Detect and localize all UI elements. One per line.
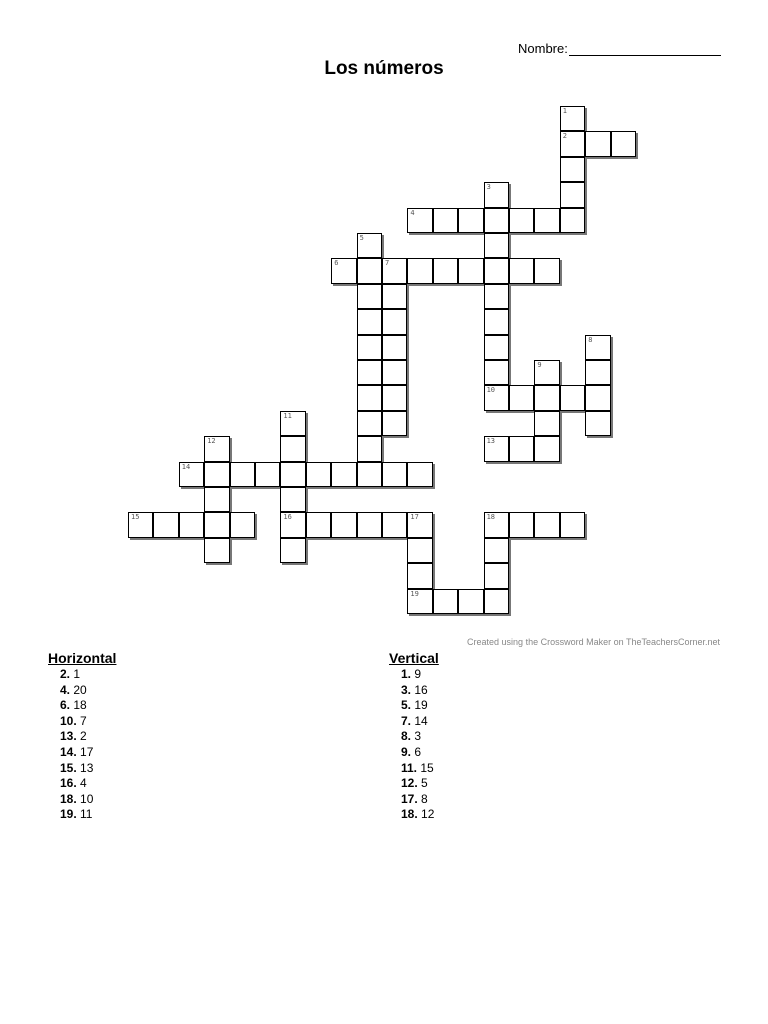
- clue-item: [389, 776, 439, 792]
- horizontal-clue-list: [48, 667, 116, 823]
- clue-text: 17: [76, 744, 94, 759]
- cell-number: 11: [283, 411, 292, 420]
- crossword-cell[interactable]: [204, 538, 229, 563]
- crossword-cell[interactable]: [585, 131, 610, 156]
- clue-text: 2: [76, 729, 87, 744]
- clue-text: 15: [417, 760, 434, 775]
- clue-number: 7.: [401, 713, 412, 728]
- crossword-cell[interactable]: [357, 360, 382, 385]
- clue-number: 18.: [60, 791, 77, 806]
- clue-item: [389, 714, 439, 730]
- clue-text: 19: [411, 698, 428, 713]
- clue-number: 6.: [60, 698, 71, 713]
- crossword-cell[interactable]: [382, 512, 407, 537]
- crossword-cell[interactable]: [357, 436, 382, 461]
- crossword-cell[interactable]: [484, 284, 509, 309]
- clue-text: 10: [76, 791, 94, 806]
- crossword-cell[interactable]: [484, 258, 509, 283]
- crossword-cell[interactable]: [407, 563, 432, 588]
- cell-number: 10: [486, 386, 496, 395]
- clue-text: 6: [411, 744, 422, 759]
- crossword-cell[interactable]: [331, 258, 356, 283]
- crossword-cell[interactable]: [585, 360, 610, 385]
- crossword-cell[interactable]: [534, 258, 559, 283]
- clue-number: 9.: [401, 744, 412, 759]
- crossword-cell[interactable]: [458, 208, 483, 233]
- crossword-cell[interactable]: [484, 385, 509, 410]
- clue-text: 11: [76, 807, 93, 822]
- crossword-cell[interactable]: [509, 385, 534, 410]
- crossword-cell[interactable]: [280, 411, 305, 436]
- cell-number: 17: [410, 513, 419, 522]
- cell-number: 16: [283, 513, 292, 522]
- clue-text: 1: [70, 667, 81, 681]
- clue-number: 16.: [60, 776, 77, 791]
- clue-item: [48, 792, 116, 808]
- crossword-cell[interactable]: [382, 462, 407, 487]
- clue-text: 9: [411, 667, 422, 681]
- clue-text: 12: [417, 807, 435, 822]
- cell-number: 18: [486, 513, 496, 522]
- crossword-cell[interactable]: [357, 233, 382, 258]
- credit-text: Created using the Crossword Maker on TheTeachersCorner.net: [467, 637, 720, 647]
- clue-text: 5: [417, 776, 428, 791]
- crossword-cell[interactable]: [509, 208, 534, 233]
- vertical-heading: Vertical: [389, 650, 439, 666]
- crossword-cell[interactable]: [611, 131, 636, 156]
- clue-number: 13.: [60, 729, 77, 744]
- crossword-cell[interactable]: [534, 208, 559, 233]
- crossword-cell[interactable]: [357, 411, 382, 436]
- clue-item: [389, 729, 439, 745]
- crossword-cell[interactable]: [560, 157, 585, 182]
- clue-number: 3.: [401, 682, 412, 697]
- clue-item: [48, 807, 116, 823]
- crossword-cell[interactable]: [433, 208, 458, 233]
- cell-number: 4: [410, 208, 415, 217]
- crossword-cell[interactable]: [585, 385, 610, 410]
- clue-number: 15.: [60, 760, 77, 775]
- crossword-cell[interactable]: [382, 411, 407, 436]
- clue-item: [389, 807, 439, 823]
- crossword-cell[interactable]: [331, 462, 356, 487]
- cell-number: 3: [486, 183, 491, 192]
- crossword-cell[interactable]: [204, 487, 229, 512]
- crossword-cell[interactable]: [382, 309, 407, 334]
- crossword-cell[interactable]: [484, 512, 509, 537]
- cell-number: 1: [562, 107, 568, 115]
- vertical-clues: [389, 650, 439, 823]
- crossword-cell[interactable]: [534, 436, 559, 461]
- crossword-cell[interactable]: [433, 589, 458, 614]
- clue-item: [48, 776, 116, 792]
- crossword-cell[interactable]: [382, 360, 407, 385]
- crossword-cell[interactable]: [484, 563, 509, 588]
- crossword-cell[interactable]: [407, 462, 432, 487]
- page-title: Los números: [324, 58, 444, 79]
- clue-item: [48, 761, 116, 777]
- cell-number: 9: [537, 361, 542, 369]
- crossword-cell[interactable]: [357, 512, 382, 537]
- crossword-cell[interactable]: [280, 538, 305, 563]
- crossword-cell[interactable]: [382, 284, 407, 309]
- clue-item: [48, 683, 116, 699]
- crossword-cell[interactable]: [509, 436, 534, 461]
- clue-number: 17.: [401, 791, 418, 806]
- cell-number: 15: [131, 513, 140, 522]
- clue-text: 20: [70, 682, 87, 697]
- crossword-cell[interactable]: [306, 512, 331, 537]
- crossword-cell[interactable]: [484, 309, 509, 334]
- clue-item: [389, 761, 439, 777]
- crossword-cell[interactable]: [357, 284, 382, 309]
- clue-item: [389, 698, 439, 714]
- crossword-cell[interactable]: [280, 512, 305, 537]
- crossword-cell[interactable]: [179, 462, 204, 487]
- cell-number: 5: [359, 234, 364, 242]
- crossword-cell[interactable]: [280, 462, 305, 487]
- clue-number: 14.: [60, 744, 77, 759]
- clue-text: 4: [76, 776, 87, 791]
- crossword-cell[interactable]: [382, 258, 407, 283]
- crossword-cell[interactable]: [484, 233, 509, 258]
- crossword-cell[interactable]: [306, 462, 331, 487]
- clue-number: 18.: [401, 807, 418, 822]
- clue-item: [48, 698, 116, 714]
- cell-number: 13: [486, 437, 496, 446]
- crossword-cell[interactable]: [484, 538, 509, 563]
- clue-number: 8.: [401, 729, 412, 744]
- crossword-cell[interactable]: [357, 335, 382, 360]
- crossword-cell[interactable]: [407, 512, 432, 537]
- crossword-cell[interactable]: [153, 512, 178, 537]
- vertical-clue-list: [389, 667, 439, 823]
- crossword-cell[interactable]: [331, 512, 356, 537]
- crossword-cell[interactable]: [357, 462, 382, 487]
- crossword-cell[interactable]: [357, 258, 382, 283]
- clue-text: 7: [76, 713, 87, 728]
- clue-number: 4.: [60, 682, 71, 697]
- crossword-cell[interactable]: [407, 589, 432, 614]
- clue-text: 3: [411, 729, 422, 744]
- crossword-cell[interactable]: [484, 360, 509, 385]
- crossword-cell[interactable]: [458, 589, 483, 614]
- crossword-cell[interactable]: [407, 208, 432, 233]
- crossword-cell[interactable]: [458, 258, 483, 283]
- cell-number: 14: [181, 462, 191, 471]
- crossword-cell[interactable]: [255, 462, 280, 487]
- crossword-cell[interactable]: [560, 131, 585, 156]
- cell-number: 19: [410, 589, 419, 598]
- clue-text: 14: [411, 713, 428, 728]
- crossword-cell[interactable]: [433, 258, 458, 283]
- clue-number: 12.: [401, 776, 418, 791]
- crossword-cell[interactable]: [534, 360, 559, 385]
- horizontal-clues: [48, 650, 116, 823]
- clue-number: 10.: [60, 713, 77, 728]
- crossword-cell[interactable]: [230, 462, 255, 487]
- crossword-cell[interactable]: [484, 436, 509, 461]
- clue-number: 11.: [401, 760, 418, 775]
- crossword-cell[interactable]: [179, 512, 204, 537]
- crossword-cell[interactable]: [560, 385, 585, 410]
- cell-number: 8: [588, 335, 593, 344]
- name-label: Nombre:: [518, 41, 568, 56]
- crossword-cell[interactable]: [484, 589, 509, 614]
- crossword-cell[interactable]: [230, 512, 255, 537]
- horizontal-heading: Horizontal: [48, 650, 117, 666]
- cell-number: 7: [385, 259, 390, 268]
- crossword-cell[interactable]: [382, 335, 407, 360]
- clue-text: 8: [417, 791, 428, 806]
- crossword-cell[interactable]: [560, 512, 585, 537]
- clue-number: 2.: [60, 667, 71, 681]
- clue-item: [389, 667, 439, 683]
- clue-text: 16: [411, 682, 428, 697]
- crossword-cell[interactable]: [204, 462, 229, 487]
- clue-text: 13: [76, 760, 94, 775]
- crossword-cell[interactable]: [357, 385, 382, 410]
- crossword-cell[interactable]: [128, 512, 153, 537]
- clue-number: 1.: [401, 667, 412, 681]
- crossword-cell[interactable]: [280, 487, 305, 512]
- crossword-cell[interactable]: [560, 182, 585, 207]
- clue-item: [389, 745, 439, 761]
- crossword-cell[interactable]: [585, 411, 610, 436]
- crossword-cell[interactable]: [534, 385, 559, 410]
- clue-number: 5.: [401, 698, 412, 713]
- crossword-cell[interactable]: [357, 309, 382, 334]
- crossword-cell[interactable]: [484, 335, 509, 360]
- crossword-cell[interactable]: [585, 335, 610, 360]
- clue-item: [48, 745, 116, 761]
- clue-item: [389, 792, 439, 808]
- crossword-cell[interactable]: [534, 512, 559, 537]
- clue-item: [48, 714, 116, 730]
- clue-text: 18: [70, 698, 87, 713]
- cell-number: 6: [334, 259, 339, 268]
- cell-number: 12: [207, 437, 216, 446]
- crossword-cell[interactable]: [204, 512, 229, 537]
- clue-item: [389, 683, 439, 699]
- crossword-cell[interactable]: [560, 208, 585, 233]
- crossword-cell[interactable]: [280, 436, 305, 461]
- crossword-cell[interactable]: [407, 258, 432, 283]
- cell-number: 2: [562, 132, 568, 141]
- clue-item: [48, 729, 116, 745]
- crossword-cell[interactable]: [484, 208, 509, 233]
- crossword-cell[interactable]: [382, 385, 407, 410]
- crossword-cell[interactable]: [560, 106, 585, 131]
- crossword-cell[interactable]: [509, 258, 534, 283]
- crossword-cell[interactable]: [534, 411, 559, 436]
- clue-number: 19.: [60, 807, 77, 822]
- crossword-cell[interactable]: [509, 512, 534, 537]
- crossword-cell[interactable]: [407, 538, 432, 563]
- clue-item: [48, 667, 116, 683]
- crossword-cell[interactable]: [484, 182, 509, 207]
- crossword-cell[interactable]: [204, 436, 229, 461]
